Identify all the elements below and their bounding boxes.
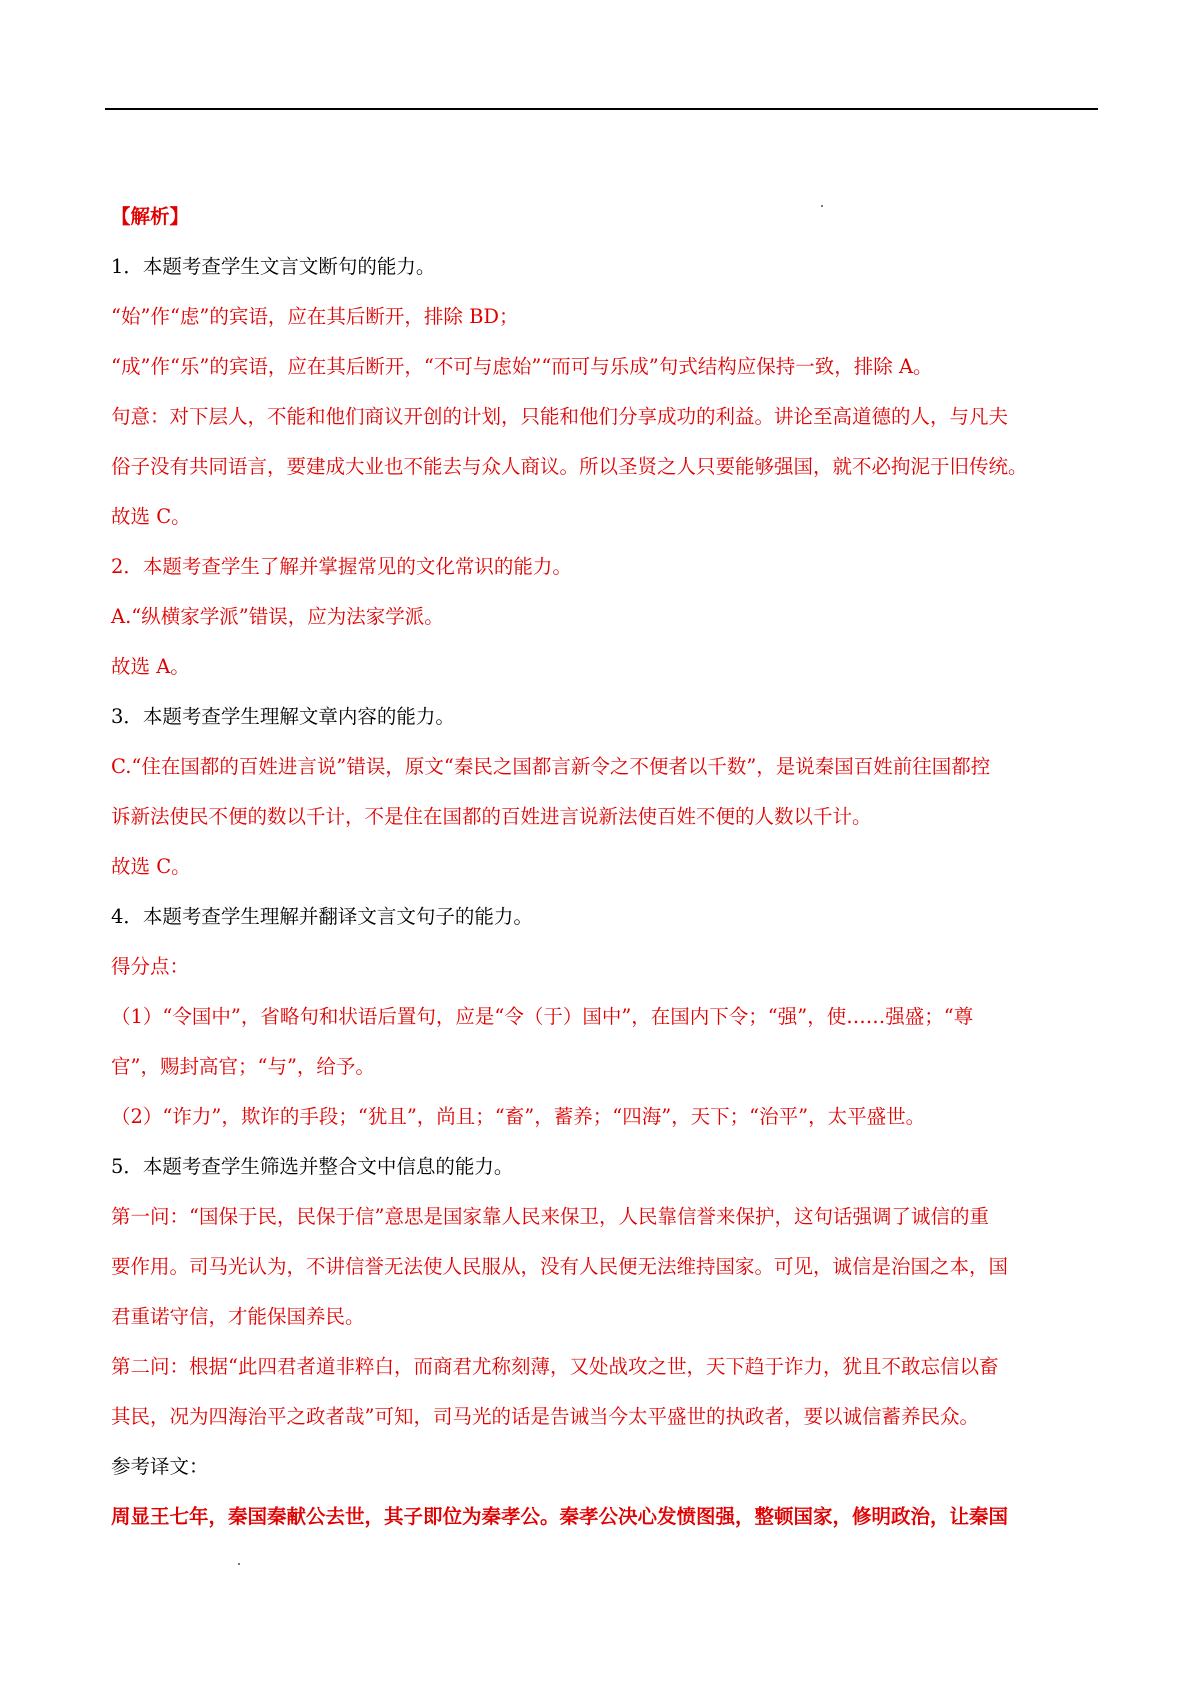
text-line: 2．本题考查学生了解并掌握常见的文化常识的能力。 [111,555,572,578]
document-body [111,192,1096,1542]
text-line: 周显王七年，秦国秦献公去世，其子即位为秦孝公。秦孝公决心发愤图强，整顿国家，修明政治，让秦国 [111,1505,1009,1528]
text-line: 1．本题考查学生文言文断句的能力。 [111,255,436,278]
analysis-lines [111,242,1096,1542]
text-line: “成”作“乐”的宾语，应在其后断开，“不可与虑始”“而可与乐成”句式结构应保持一致，排除 A。 [111,355,933,378]
text-line: 参考译文： [111,1455,209,1478]
text-line: A.“纵横家学派”错误，应为法家学派。 [111,605,444,628]
section-heading: 【解析】 [111,205,190,228]
text-line: 第二问：根据“此四君者道非粹白，而商君尤称刻薄，又处战攻之世，天下趋于诈力，犹且不敢忘信以畜 [111,1355,999,1378]
header-rule [105,108,1098,110]
text-line: 第一问：“国保于民，民保于信”意思是国家靠人民来保卫，人民靠信誉来保护，这句话强调了诚信的重 [111,1205,989,1228]
text-line: 5．本题考查学生筛选并整合文中信息的能力。 [111,1155,514,1178]
text-line: 其民，况为四海治平之政者哉”可知，司马光的话是告诫当今太平盛世的执政者，要以诚信蓄养民众。 [111,1405,979,1428]
text-line: C.“住在国都的百姓进言说”错误，原文“秦民之国都言新令之不便者以千数”，是说秦国百姓前往国都控 [111,755,991,778]
text-line: 俗子没有共同语言，要建成大业也不能去与众人商议。所以圣贤之人只要能够强国，就不必拘泥于旧传统。 [111,455,1028,478]
text-line: 要作用。司马光认为，不讲信誉无法使人民服从，没有人民便无法维持国家。可见，诚信是治国之本，国 [111,1255,1009,1278]
text-line: 句意：对下层人，不能和他们商议开创的计划，只能和他们分享成功的利益。讲论至高道德的人，与凡夫 [111,405,1009,428]
text-line: 官”，赐封高官；“与”，给予。 [111,1055,375,1078]
text-line: 故选 C。 [111,855,191,878]
text-line: “始”作“虑”的宾语，应在其后断开，排除 BD； [111,305,519,328]
text-line: 4．本题考查学生理解并翻译文言文句子的能力。 [111,905,533,928]
text-line: 故选 C。 [111,505,191,528]
text-line: 3．本题考查学生理解文章内容的能力。 [111,705,455,728]
text-line: 诉新法使民不便的数以千计，不是住在国都的百姓进言说新法使百姓不便的人数以千计。 [111,805,872,828]
scan-dot [238,1563,240,1565]
text-line: 君重诺守信，才能保国养民。 [111,1305,365,1328]
text-line: （1）“令国中”，省略句和状语后置句，应是“令（于）国中”，在国内下令；“强”，使……强盛；“尊 [111,1005,974,1028]
text-line: 得分点： [111,955,190,978]
text-line: 故选 A。 [111,655,190,678]
text-line: （2）“诈力”，欺诈的手段；“犹且”，尚且；“畜”，蓄养；“四海”，天下；“治平”，太平盛世。 [111,1105,926,1128]
